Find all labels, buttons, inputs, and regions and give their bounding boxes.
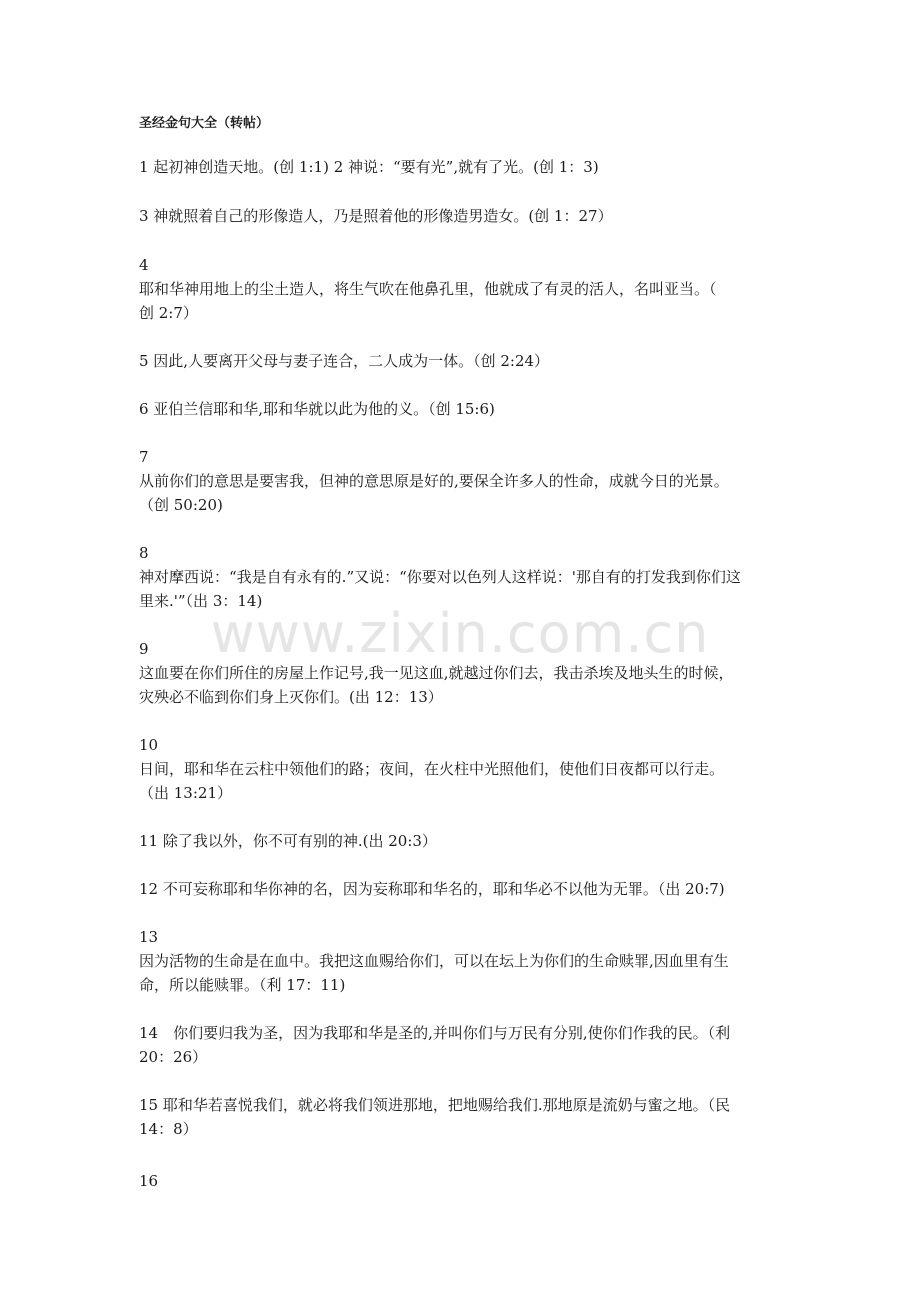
verse-paragraph: [139, 1169, 789, 1193]
verse-line: 耶和华神用地上的尘土造人，将生气吹在他鼻孔里，他就成了有灵的活人，名叫亚当。（: [139, 280, 717, 298]
verse-line: 4: [139, 256, 149, 274]
verse-paragraph: [139, 541, 789, 613]
verse-line: 13: [139, 928, 159, 946]
verse-line: 12 不可妄称耶和华你神的名，因为妄称耶和华名的，耶和华必不以他为无罪。（出 20:7): [139, 880, 725, 898]
verse-line: 15 耶和华若喜悦我们，就必将我们领进那地，把地赐给我们.那地原是流奶与蜜之地。（民: [139, 1096, 731, 1114]
verse-paragraph: [139, 733, 789, 805]
verse-paragraph: [139, 204, 789, 228]
verse-line: 11 除了我以外，你不可有别的神.(出 20:3）: [139, 832, 437, 850]
verse-paragraph: [139, 1021, 789, 1069]
verse-line: 5 因此,人要离开父母与妻子连合，二人成为一体。（创 2:24）: [139, 352, 550, 370]
verse-line: 灾殃必不临到你们身上灭你们。(出 12：13）: [139, 688, 443, 706]
verse-paragraph: [139, 637, 789, 709]
verse-line: 14 你们要归我为圣，因为我耶和华是圣的,并叫你们与万民有分别,使你们作我的民。（利: [139, 1024, 731, 1042]
verse-paragraph: [139, 397, 789, 421]
verse-line: 14：8）: [139, 1120, 198, 1138]
verse-line: 因为活物的生命是在血中。我把这血赐给你们，可以在坛上为你们的生命赎罪,因血里有生: [139, 952, 729, 970]
verse-line: 6 亚伯兰信耶和华,耶和华就以此为他的义。（创 15:6): [139, 400, 495, 418]
verse-line: 神对摩西说：“我是自有永有的.”又说：“你要对以色列人这样说：'那自有的打发我到你们这: [139, 568, 741, 586]
verse-paragraph: [139, 445, 789, 517]
verse-line: 1 起初神创造天地。(创 1:1) 2 神说：“要有光”,就有了光。(创 1：3): [139, 158, 599, 176]
verse-line: 7: [139, 448, 149, 466]
verse-line: （出 13:21）: [139, 784, 232, 802]
verse-line: 从前你们的意思是要害我，但神的意思原是好的,要保全许多人的性命，成就今日的光景。: [139, 472, 729, 490]
verse-line: 20：26）: [139, 1048, 208, 1066]
verse-paragraph: [139, 877, 789, 901]
document-title: 圣经金句大全（转帖）: [139, 116, 270, 131]
verse-line: 3 神就照着自己的形像造人，乃是照着他的形像造男造女。(创 1：27）: [139, 207, 613, 225]
verse-line: 日间，耶和华在云柱中领他们的路；夜间，在火柱中光照他们，使他们日夜都可以行走。: [139, 760, 725, 778]
verse-line: 命，所以能赎罪。（利 17：11): [139, 976, 346, 994]
verse-line: （创 50:20): [139, 496, 223, 514]
watermark: www.zixin.com.cn: [210, 602, 710, 665]
verse-line: 16: [139, 1172, 159, 1190]
verse-paragraph: [139, 253, 789, 325]
verse-paragraph: [139, 155, 789, 179]
verse-paragraph: [139, 829, 789, 853]
verse-line: 10: [139, 736, 159, 754]
verse-line: 9: [139, 640, 149, 658]
verse-line: 里来.'”（出 3：14): [139, 592, 263, 610]
verse-paragraph: [139, 1093, 789, 1141]
verse-line: 创 2:7）: [139, 304, 198, 322]
verse-paragraph: [139, 925, 789, 997]
verse-line: 这血要在你们所住的房屋上作记号,我一见这血,就越过你们去，我击杀埃及地头生的时候，: [139, 664, 734, 682]
verse-paragraph: [139, 349, 789, 373]
verse-line: 8: [139, 544, 149, 562]
